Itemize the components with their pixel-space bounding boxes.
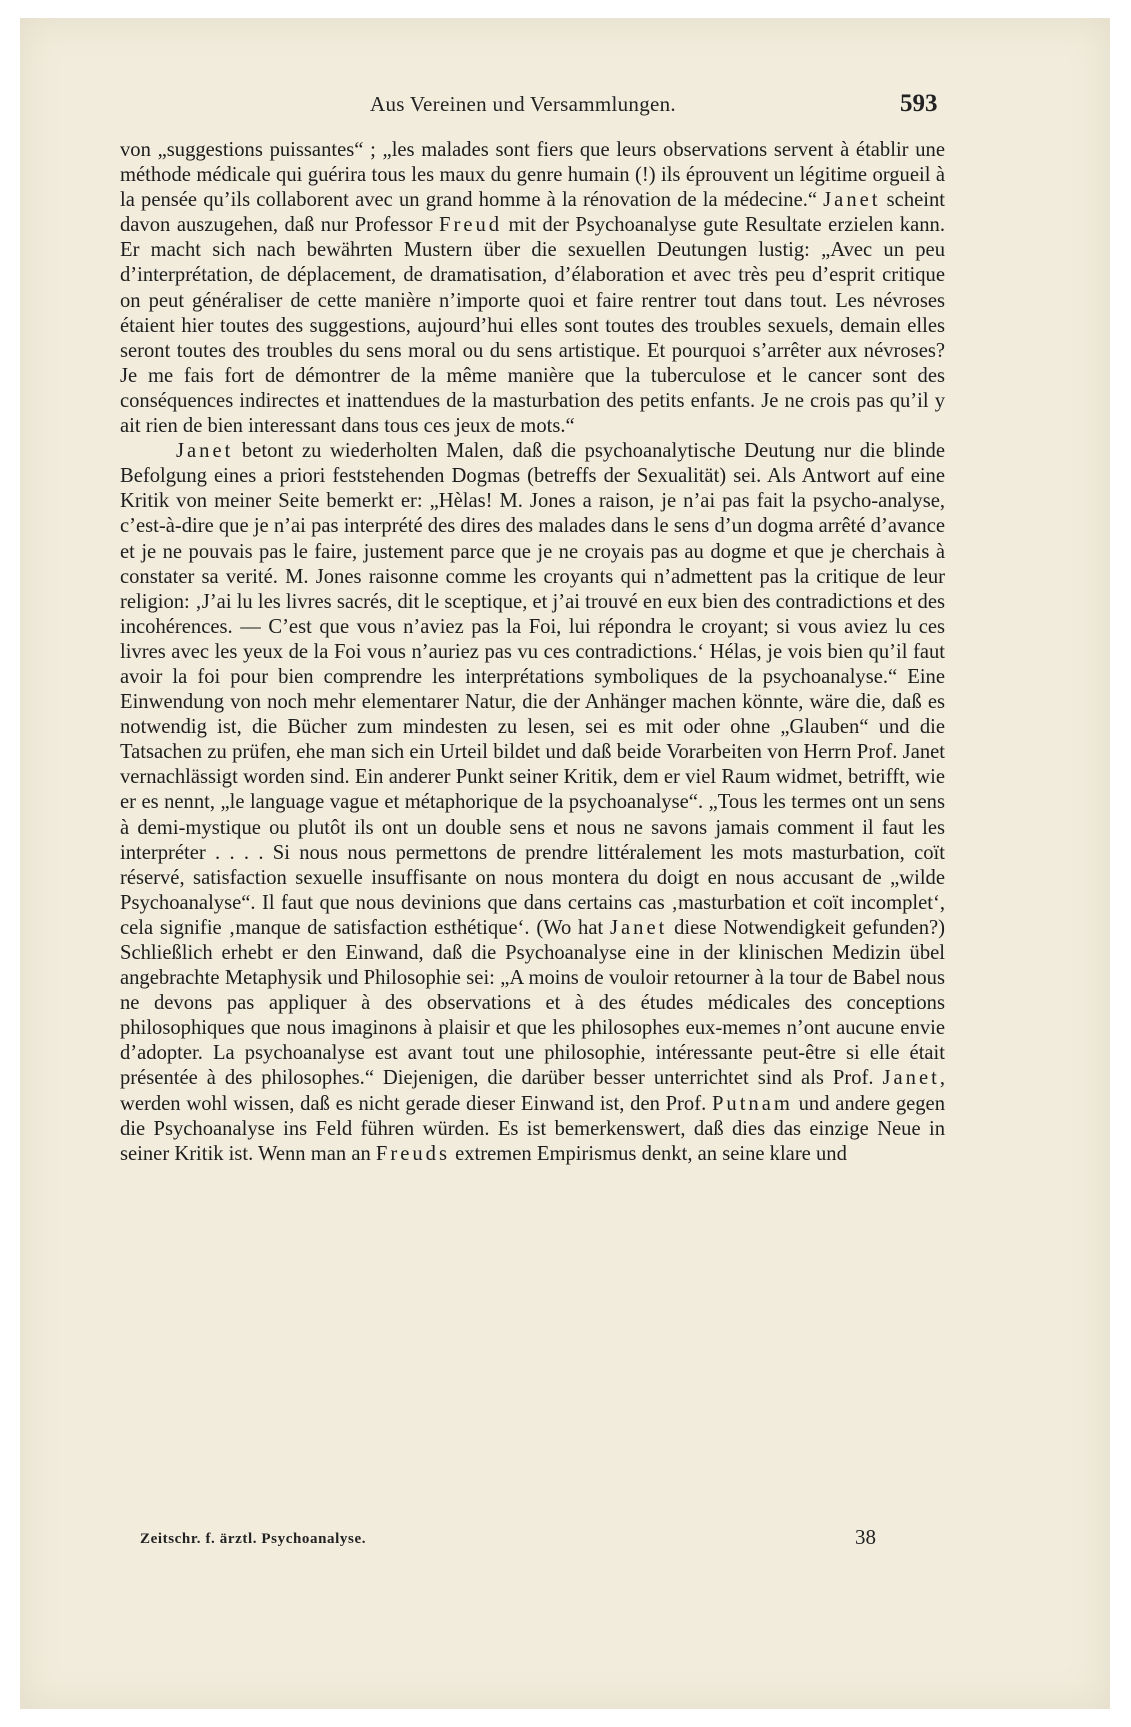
spaced-name-janet: Janet — [610, 916, 668, 939]
text-run: extremen Empirismus denkt, an seine klare und — [449, 1142, 847, 1165]
text-run: betont zu wiederholten Malen, daß die psychoanalytische Deutung nur die blinde Befolgung eines a priori feststehenden Dogmas (betreffs der Sexualität) sei. Als Antwort auf eine Kritik von meiner Seite bemerkt er: „Hèlas! M. Jones a raison, je n’ai pas fait la psycho-analyse, c’est-à-dire que je n’ai pas interprété des dires des malades dans le sens d’un dogma arrêté d’avance et je ne pouvais pas le faire, justement parce que je ne croyais pas au dogme et que je cherchais à constater sa verité. M. Jones raisonne comme les croyants qui n’admettent pas la critique de leur religion: ‚J’ai lu les livres sacrés, dit le sceptique, et j’ai trouvé en eux bien des contradictions et des incohérences. — C’est que vous n’aviez pas la Foi, lui répondra le croyant; si vous aviez lu ces livres avec les yeux de la Foi vous n’auriez pas vu ces contradictions.‘ Hélas, je vois bien qu’il faut avoir la foi pour bien comprendre les interprétations symboliques de la psychoanalyse.“ Eine Einwendung von noch mehr elementarer Natur, die der Anhänger machen könnte, wäre die, daß es notwendig ist, die Bücher zum mindesten zu lesen, sei es mit oder ohne „Glauben“ und die Tatsachen zu prüfen, ehe man sich ein Urteil bildet und daß beide Vorarbeiten von Herrn Prof. Janet vernachlässigt worden sind. Ein anderer Punkt seiner Kritik, dem er viel Raum widmet, betrifft, wie er es nennt, „le language vague et métaphorique de la psychoanalyse“. „Tous les termes ont un sens à demi-mystique ou plutôt ils ont un double sens et nous ne savons jamais comment il faut les interpréter . . . . Si nous nous permettons de prendre littéralement les mots masturbation, coït réservé, satisfaction sexuelle insuffisante on nous montera du doigt en nous accusant de „wilde Psychoanalyse“. Il faut que nous devinions que dans certains cas ‚masturbation et coït incomplet‘, cela signifie ‚manque de satisfaction esthétique‘. (Wo hat — [120, 440, 945, 939]
spaced-name-janet: Janet — [823, 189, 881, 212]
page-footer — [0, 1525, 1131, 1555]
text-run: von „suggestions puissantes“ ; „les malades sont fiers que leurs observations servent à établir une méthode médicale qui guérira tous les maux du genre humain (!) ils éprouvent un légitime orgueil à la pensée qu’ils collaborent avec un grand homme à la rénovation de la médecine.“ — [120, 139, 945, 212]
running-head — [0, 92, 1131, 122]
text-run: diese Notwendigkeit gefunden?) Schließlich erhebt er den Einwand, daß die Psychoanalyse eine in der klinischen Medizin übel angebrachte Metaphysik und Philosophie sei: „A moins de vouloir retourner à la tour de Babel nous ne devons pas appliquer à des observations et à des études médicales des conceptions philosophiques que nous imaginons à plaisir et que les philosophes eux-memes n’ont aucune envie d’adopter. La psychoanalyse est avant tout une philosophie, intéressante peut-être si elle était présentée à des philosophes.“ Diejenigen, die darüber besser unterrichtet sind als Prof. — [120, 916, 945, 1090]
text-run: und andere gegen die Psychoanalyse ins Feld führen würden. Es ist bemerkenswert, daß dies das einzige Neue in seiner Kritik ist. Wenn man an — [120, 1092, 945, 1165]
spaced-name-putnam: Putnam — [711, 1092, 793, 1115]
spaced-name-janet: Janet — [176, 440, 234, 463]
running-title: Aus Vereinen und Versammlungen. — [370, 92, 676, 116]
text-run: scheint davon auszugehen, daß nur Professor — [120, 189, 945, 237]
spaced-name-janet: Janet — [882, 1067, 940, 1090]
paragraph-2 — [120, 439, 945, 1167]
body-text — [120, 138, 945, 1167]
page-number: 593 — [900, 90, 938, 117]
paragraph-1 — [120, 138, 945, 439]
spaced-name-freud: Freud — [439, 214, 503, 237]
spaced-name-freuds: Freuds — [375, 1142, 450, 1165]
signature-mark: 38 — [855, 1525, 876, 1549]
text-run: , werden wohl wissen, daß es nicht gerade dieser Einwand ist, den Prof. — [120, 1067, 945, 1115]
text-run: mit der Psychoanalyse gute Resultate erzielen kann. Er macht sich nach bewährten Mustern über die sexuellen Deutungen lustig: „Avec un peu d’interprétation, de déplacement, de dramatisation, d’élaboration et avec très peu d’esprit critique on peut généraliser de cette manière n’importe quoi et faire rentrer tout dans tout. Les névroses étaient hier toutes des suggestions, aujourd’hui elles sont toutes des troubles sexuels, demain elles seront toutes des troubles du sens moral ou du sens artistique. Et pourquoi s’arrêter aux névroses? Je me fais fort de démontrer de la même manière que la tuberculose et le cancer sont des conséquences indirectes et inattendues de la masturbation des petits enfants. Je ne crois pas qu’il y ait rien de bien interessant dans tous ces jeux de mots.“ — [120, 214, 945, 438]
journal-abbreviation: Zeitschr. f. ärztl. Psychoanalyse. — [140, 1531, 367, 1547]
